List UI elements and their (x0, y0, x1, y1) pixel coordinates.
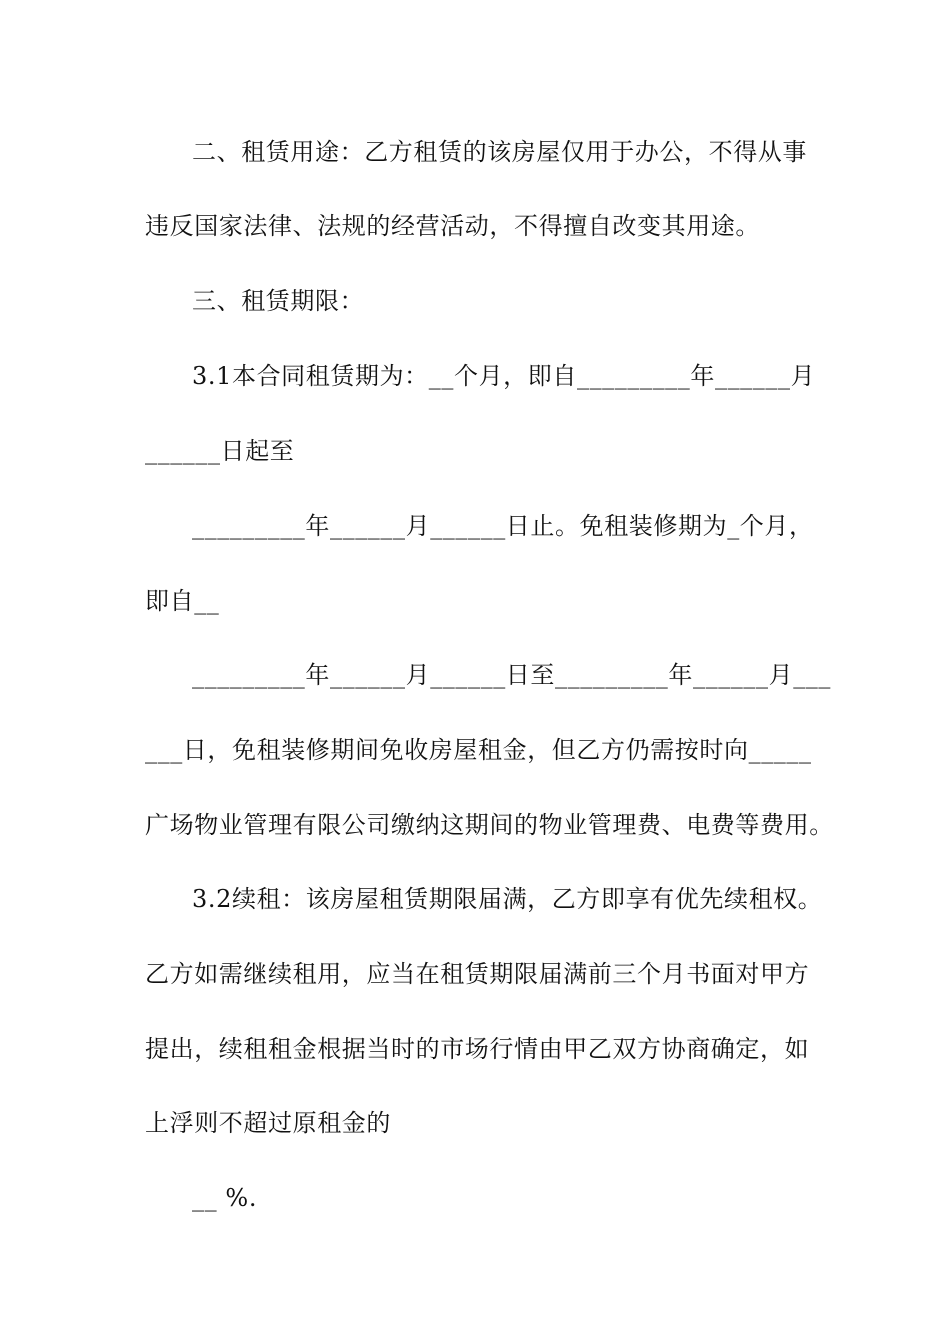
clause-3-2-line-4: 上浮则不超过原租金的 (145, 1109, 391, 1137)
clause-3-1-line-2: ______日起至 (145, 437, 295, 465)
clause-2-purpose-line-1: 二、租赁用途：乙方租赁的该房屋仅用于办公，不得从事 (192, 138, 807, 166)
clause-3-1-line-3: _________年______月______日止。免租装修期为_个月， (192, 512, 814, 540)
clause-2-purpose-line-2: 违反国家法律、法规的经营活动，不得擅自改变其用途。 (145, 212, 760, 240)
clause-3-2-line-3: 提出，续租租金根据当时的市场行情由甲乙双方协商确定，如 (145, 1035, 810, 1063)
clause-3-1-line-4: 即自__ (145, 587, 220, 615)
clause-3-2-line-2: 乙方如需继续租用，应当在租赁期限届满前三个月书面对甲方 (145, 960, 810, 988)
clause-3-1-line-7: 广场物业管理有限公司缴纳这期间的物业管理费、电费等费用。 (145, 811, 834, 839)
clause-3-1-line-5: _________年______月______日至_________年______月___ (192, 661, 831, 689)
clause-3-2-line-1: 3.2续租：该房屋租赁期限届满，乙方即享有优先续租权。 (192, 885, 823, 913)
clause-3-heading: 三、租赁期限： (192, 287, 365, 315)
clause-3-1-line-6: ___日，免租装修期间免收房屋租金，但乙方仍需按时向_____ (145, 736, 812, 764)
clause-3-1-line-1: 3.1本合同租赁期为：__个月，即自_________年______月 (192, 362, 816, 390)
clause-3-2-line-5: __ %. (192, 1184, 258, 1212)
